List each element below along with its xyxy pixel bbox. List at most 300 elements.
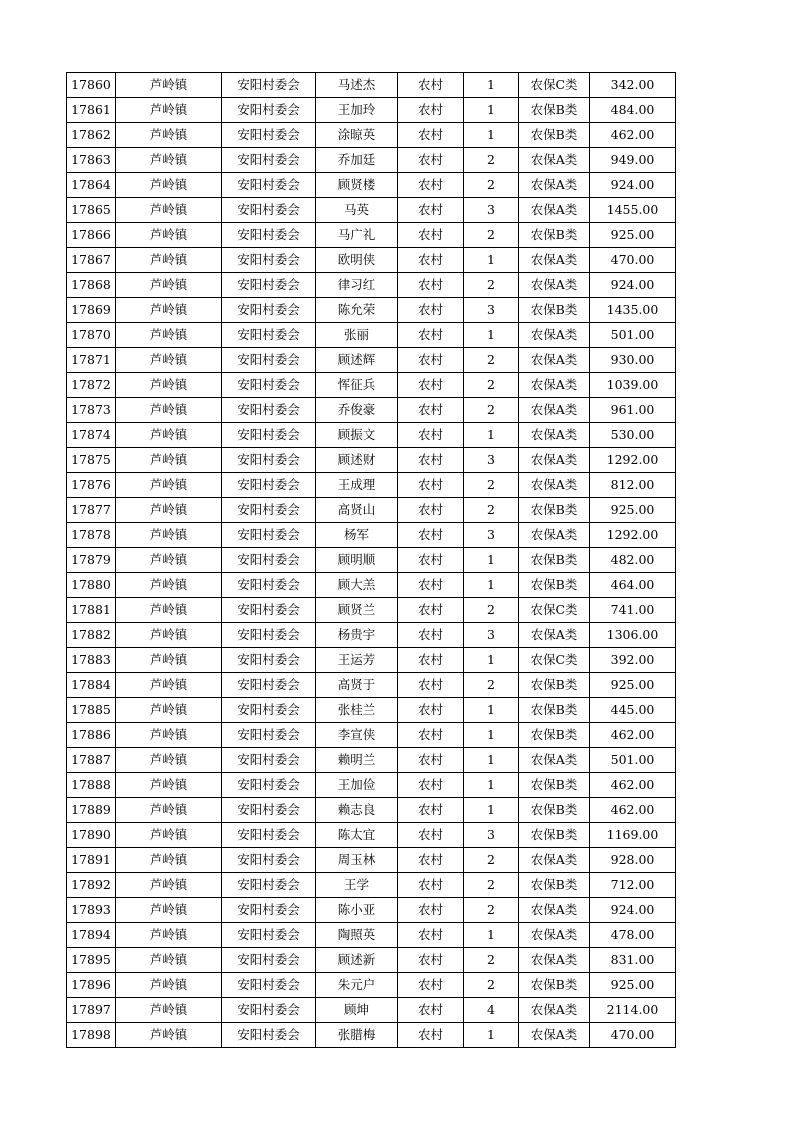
insurance-class-cell: 农保B类 xyxy=(519,498,590,523)
household-count-cell: 1 xyxy=(464,323,519,348)
amount-cell: 924.00 xyxy=(590,273,676,298)
town-cell: 芦岭镇 xyxy=(116,848,222,873)
household-count-cell: 2 xyxy=(464,398,519,423)
insurance-class-cell: 农保B类 xyxy=(519,773,590,798)
household-count-cell: 3 xyxy=(464,198,519,223)
household-count-cell: 3 xyxy=(464,523,519,548)
table-row xyxy=(67,648,676,673)
village-committee-cell: 安阳村委会 xyxy=(222,198,316,223)
table-body xyxy=(67,73,676,1048)
residence-type-cell: 农村 xyxy=(398,198,464,223)
village-committee-cell: 安阳村委会 xyxy=(222,623,316,648)
household-count-cell: 1 xyxy=(464,573,519,598)
village-committee-cell: 安阳村委会 xyxy=(222,98,316,123)
residence-type-cell: 农村 xyxy=(398,873,464,898)
record-id-cell: 17898 xyxy=(67,1023,116,1048)
table-row xyxy=(67,923,676,948)
village-committee-cell: 安阳村委会 xyxy=(222,673,316,698)
town-cell: 芦岭镇 xyxy=(116,898,222,923)
residence-type-cell: 农村 xyxy=(398,548,464,573)
record-id-cell: 17877 xyxy=(67,498,116,523)
person-name-cell: 顾述辉 xyxy=(316,348,398,373)
person-name-cell: 李宣侠 xyxy=(316,723,398,748)
town-cell: 芦岭镇 xyxy=(116,348,222,373)
household-count-cell: 2 xyxy=(464,373,519,398)
amount-cell: 925.00 xyxy=(590,498,676,523)
person-name-cell: 律习红 xyxy=(316,273,398,298)
insurance-class-cell: 农保A类 xyxy=(519,398,590,423)
town-cell: 芦岭镇 xyxy=(116,373,222,398)
record-id-cell: 17882 xyxy=(67,623,116,648)
person-name-cell: 陶照英 xyxy=(316,923,398,948)
insurance-class-cell: 农保C类 xyxy=(519,598,590,623)
household-count-cell: 1 xyxy=(464,548,519,573)
person-name-cell: 王成理 xyxy=(316,473,398,498)
insurance-class-cell: 农保A类 xyxy=(519,173,590,198)
person-name-cell: 顾贤楼 xyxy=(316,173,398,198)
town-cell: 芦岭镇 xyxy=(116,748,222,773)
insurance-class-cell: 农保B类 xyxy=(519,123,590,148)
record-id-cell: 17860 xyxy=(67,73,116,98)
record-id-cell: 17870 xyxy=(67,323,116,348)
town-cell: 芦岭镇 xyxy=(116,523,222,548)
allowance-table xyxy=(66,72,676,1048)
table-row xyxy=(67,723,676,748)
household-count-cell: 1 xyxy=(464,723,519,748)
amount-cell: 470.00 xyxy=(590,248,676,273)
household-count-cell: 2 xyxy=(464,223,519,248)
amount-cell: 712.00 xyxy=(590,873,676,898)
town-cell: 芦岭镇 xyxy=(116,198,222,223)
person-name-cell: 马述杰 xyxy=(316,73,398,98)
table-row xyxy=(67,473,676,498)
residence-type-cell: 农村 xyxy=(398,773,464,798)
person-name-cell: 乔加廷 xyxy=(316,148,398,173)
village-committee-cell: 安阳村委会 xyxy=(222,848,316,873)
table-row xyxy=(67,448,676,473)
insurance-class-cell: 农保A类 xyxy=(519,248,590,273)
residence-type-cell: 农村 xyxy=(398,498,464,523)
person-name-cell: 陈太宜 xyxy=(316,823,398,848)
town-cell: 芦岭镇 xyxy=(116,623,222,648)
village-committee-cell: 安阳村委会 xyxy=(222,423,316,448)
insurance-class-cell: 农保A类 xyxy=(519,848,590,873)
residence-type-cell: 农村 xyxy=(398,698,464,723)
village-committee-cell: 安阳村委会 xyxy=(222,948,316,973)
amount-cell: 1169.00 xyxy=(590,823,676,848)
town-cell: 芦岭镇 xyxy=(116,173,222,198)
person-name-cell: 高贤于 xyxy=(316,673,398,698)
residence-type-cell: 农村 xyxy=(398,973,464,998)
amount-cell: 2114.00 xyxy=(590,998,676,1023)
insurance-class-cell: 农保B类 xyxy=(519,223,590,248)
table-row xyxy=(67,173,676,198)
town-cell: 芦岭镇 xyxy=(116,98,222,123)
amount-cell: 392.00 xyxy=(590,648,676,673)
village-committee-cell: 安阳村委会 xyxy=(222,323,316,348)
person-name-cell: 朱元户 xyxy=(316,973,398,998)
amount-cell: 462.00 xyxy=(590,773,676,798)
village-committee-cell: 安阳村委会 xyxy=(222,548,316,573)
village-committee-cell: 安阳村委会 xyxy=(222,923,316,948)
village-committee-cell: 安阳村委会 xyxy=(222,498,316,523)
residence-type-cell: 农村 xyxy=(398,223,464,248)
residence-type-cell: 农村 xyxy=(398,73,464,98)
record-id-cell: 17869 xyxy=(67,298,116,323)
record-id-cell: 17866 xyxy=(67,223,116,248)
person-name-cell: 涂晾英 xyxy=(316,123,398,148)
residence-type-cell: 农村 xyxy=(398,748,464,773)
residence-type-cell: 农村 xyxy=(398,273,464,298)
household-count-cell: 1 xyxy=(464,923,519,948)
village-committee-cell: 安阳村委会 xyxy=(222,348,316,373)
insurance-class-cell: 农保B类 xyxy=(519,673,590,698)
town-cell: 芦岭镇 xyxy=(116,573,222,598)
record-id-cell: 17891 xyxy=(67,848,116,873)
insurance-class-cell: 农保A类 xyxy=(519,623,590,648)
person-name-cell: 陈小亚 xyxy=(316,898,398,923)
record-id-cell: 17880 xyxy=(67,573,116,598)
town-cell: 芦岭镇 xyxy=(116,323,222,348)
village-committee-cell: 安阳村委会 xyxy=(222,473,316,498)
record-id-cell: 17863 xyxy=(67,148,116,173)
insurance-class-cell: 农保A类 xyxy=(519,148,590,173)
town-cell: 芦岭镇 xyxy=(116,223,222,248)
insurance-class-cell: 农保A类 xyxy=(519,348,590,373)
amount-cell: 928.00 xyxy=(590,848,676,873)
table-row xyxy=(67,248,676,273)
amount-cell: 1435.00 xyxy=(590,298,676,323)
village-committee-cell: 安阳村委会 xyxy=(222,223,316,248)
record-id-cell: 17868 xyxy=(67,273,116,298)
town-cell: 芦岭镇 xyxy=(116,698,222,723)
table-row xyxy=(67,548,676,573)
village-committee-cell: 安阳村委会 xyxy=(222,373,316,398)
person-name-cell: 马英 xyxy=(316,198,398,223)
household-count-cell: 2 xyxy=(464,948,519,973)
residence-type-cell: 农村 xyxy=(398,598,464,623)
amount-cell: 501.00 xyxy=(590,323,676,348)
amount-cell: 470.00 xyxy=(590,1023,676,1048)
table-row xyxy=(67,823,676,848)
residence-type-cell: 农村 xyxy=(398,298,464,323)
table-row xyxy=(67,873,676,898)
record-id-cell: 17895 xyxy=(67,948,116,973)
record-id-cell: 17873 xyxy=(67,398,116,423)
amount-cell: 464.00 xyxy=(590,573,676,598)
insurance-class-cell: 农保A类 xyxy=(519,323,590,348)
village-committee-cell: 安阳村委会 xyxy=(222,73,316,98)
person-name-cell: 王学 xyxy=(316,873,398,898)
residence-type-cell: 农村 xyxy=(398,98,464,123)
insurance-class-cell: 农保A类 xyxy=(519,748,590,773)
amount-cell: 1039.00 xyxy=(590,373,676,398)
table-row xyxy=(67,73,676,98)
amount-cell: 445.00 xyxy=(590,698,676,723)
table-row xyxy=(67,198,676,223)
town-cell: 芦岭镇 xyxy=(116,398,222,423)
table-row xyxy=(67,698,676,723)
residence-type-cell: 农村 xyxy=(398,923,464,948)
amount-cell: 741.00 xyxy=(590,598,676,623)
person-name-cell: 恽征兵 xyxy=(316,373,398,398)
person-name-cell: 马广礼 xyxy=(316,223,398,248)
village-committee-cell: 安阳村委会 xyxy=(222,723,316,748)
record-id-cell: 17875 xyxy=(67,448,116,473)
household-count-cell: 2 xyxy=(464,898,519,923)
record-id-cell: 17890 xyxy=(67,823,116,848)
person-name-cell: 王加俭 xyxy=(316,773,398,798)
household-count-cell: 3 xyxy=(464,823,519,848)
insurance-class-cell: 农保C类 xyxy=(519,73,590,98)
insurance-class-cell: 农保B类 xyxy=(519,823,590,848)
residence-type-cell: 农村 xyxy=(398,823,464,848)
table-row xyxy=(67,98,676,123)
record-id-cell: 17883 xyxy=(67,648,116,673)
amount-cell: 925.00 xyxy=(590,673,676,698)
insurance-class-cell: 农保A类 xyxy=(519,473,590,498)
insurance-class-cell: 农保B类 xyxy=(519,298,590,323)
amount-cell: 462.00 xyxy=(590,723,676,748)
amount-cell: 478.00 xyxy=(590,923,676,948)
village-committee-cell: 安阳村委会 xyxy=(222,773,316,798)
village-committee-cell: 安阳村委会 xyxy=(222,998,316,1023)
residence-type-cell: 农村 xyxy=(398,998,464,1023)
household-count-cell: 2 xyxy=(464,598,519,623)
household-count-cell: 1 xyxy=(464,98,519,123)
person-name-cell: 赖志良 xyxy=(316,798,398,823)
record-id-cell: 17862 xyxy=(67,123,116,148)
record-id-cell: 17887 xyxy=(67,748,116,773)
village-committee-cell: 安阳村委会 xyxy=(222,523,316,548)
household-count-cell: 1 xyxy=(464,248,519,273)
village-committee-cell: 安阳村委会 xyxy=(222,173,316,198)
person-name-cell: 张腊梅 xyxy=(316,1023,398,1048)
person-name-cell: 张桂兰 xyxy=(316,698,398,723)
town-cell: 芦岭镇 xyxy=(116,673,222,698)
amount-cell: 462.00 xyxy=(590,798,676,823)
household-count-cell: 2 xyxy=(464,848,519,873)
record-id-cell: 17865 xyxy=(67,198,116,223)
record-id-cell: 17881 xyxy=(67,598,116,623)
village-committee-cell: 安阳村委会 xyxy=(222,823,316,848)
town-cell: 芦岭镇 xyxy=(116,798,222,823)
table-row xyxy=(67,373,676,398)
insurance-class-cell: 农保A类 xyxy=(519,898,590,923)
table-row xyxy=(67,848,676,873)
household-count-cell: 2 xyxy=(464,173,519,198)
person-name-cell: 高贤山 xyxy=(316,498,398,523)
table-row xyxy=(67,973,676,998)
town-cell: 芦岭镇 xyxy=(116,1023,222,1048)
household-count-cell: 2 xyxy=(464,148,519,173)
amount-cell: 1306.00 xyxy=(590,623,676,648)
record-id-cell: 17892 xyxy=(67,873,116,898)
household-count-cell: 3 xyxy=(464,448,519,473)
amount-cell: 949.00 xyxy=(590,148,676,173)
residence-type-cell: 农村 xyxy=(398,523,464,548)
person-name-cell: 顾大羔 xyxy=(316,573,398,598)
town-cell: 芦岭镇 xyxy=(116,773,222,798)
village-committee-cell: 安阳村委会 xyxy=(222,398,316,423)
household-count-cell: 4 xyxy=(464,998,519,1023)
table-row xyxy=(67,348,676,373)
person-name-cell: 王加玲 xyxy=(316,98,398,123)
amount-cell: 482.00 xyxy=(590,548,676,573)
person-name-cell: 张丽 xyxy=(316,323,398,348)
table-row xyxy=(67,148,676,173)
insurance-class-cell: 农保B类 xyxy=(519,98,590,123)
insurance-class-cell: 农保A类 xyxy=(519,523,590,548)
insurance-class-cell: 农保A类 xyxy=(519,373,590,398)
table-row xyxy=(67,498,676,523)
town-cell: 芦岭镇 xyxy=(116,948,222,973)
town-cell: 芦岭镇 xyxy=(116,73,222,98)
insurance-class-cell: 农保A类 xyxy=(519,448,590,473)
record-id-cell: 17867 xyxy=(67,248,116,273)
town-cell: 芦岭镇 xyxy=(116,123,222,148)
record-id-cell: 17864 xyxy=(67,173,116,198)
person-name-cell: 顾坤 xyxy=(316,998,398,1023)
person-name-cell: 王运芳 xyxy=(316,648,398,673)
record-id-cell: 17861 xyxy=(67,98,116,123)
residence-type-cell: 农村 xyxy=(398,348,464,373)
insurance-class-cell: 农保B类 xyxy=(519,698,590,723)
household-count-cell: 1 xyxy=(464,773,519,798)
table-row xyxy=(67,423,676,448)
insurance-class-cell: 农保B类 xyxy=(519,873,590,898)
town-cell: 芦岭镇 xyxy=(116,598,222,623)
amount-cell: 925.00 xyxy=(590,223,676,248)
table-row xyxy=(67,998,676,1023)
residence-type-cell: 农村 xyxy=(398,473,464,498)
town-cell: 芦岭镇 xyxy=(116,498,222,523)
residence-type-cell: 农村 xyxy=(398,673,464,698)
insurance-class-cell: 农保A类 xyxy=(519,998,590,1023)
town-cell: 芦岭镇 xyxy=(116,998,222,1023)
insurance-class-cell: 农保A类 xyxy=(519,423,590,448)
residence-type-cell: 农村 xyxy=(398,1023,464,1048)
residence-type-cell: 农村 xyxy=(398,248,464,273)
household-count-cell: 1 xyxy=(464,648,519,673)
table-row xyxy=(67,273,676,298)
insurance-class-cell: 农保A类 xyxy=(519,273,590,298)
table-row xyxy=(67,223,676,248)
person-name-cell: 顾述新 xyxy=(316,948,398,973)
village-committee-cell: 安阳村委会 xyxy=(222,798,316,823)
table-row xyxy=(67,748,676,773)
village-committee-cell: 安阳村委会 xyxy=(222,973,316,998)
town-cell: 芦岭镇 xyxy=(116,423,222,448)
record-id-cell: 17876 xyxy=(67,473,116,498)
amount-cell: 1455.00 xyxy=(590,198,676,223)
village-committee-cell: 安阳村委会 xyxy=(222,698,316,723)
household-count-cell: 1 xyxy=(464,748,519,773)
residence-type-cell: 农村 xyxy=(398,948,464,973)
household-count-cell: 3 xyxy=(464,298,519,323)
record-id-cell: 17896 xyxy=(67,973,116,998)
village-committee-cell: 安阳村委会 xyxy=(222,898,316,923)
table-row xyxy=(67,398,676,423)
village-committee-cell: 安阳村委会 xyxy=(222,648,316,673)
table-row xyxy=(67,523,676,548)
person-name-cell: 顾振文 xyxy=(316,423,398,448)
village-committee-cell: 安阳村委会 xyxy=(222,273,316,298)
record-id-cell: 17894 xyxy=(67,923,116,948)
table-row xyxy=(67,898,676,923)
insurance-class-cell: 农保A类 xyxy=(519,1023,590,1048)
person-name-cell: 赖明兰 xyxy=(316,748,398,773)
record-id-cell: 17871 xyxy=(67,348,116,373)
person-name-cell: 乔俊豪 xyxy=(316,398,398,423)
household-count-cell: 3 xyxy=(464,623,519,648)
residence-type-cell: 农村 xyxy=(398,398,464,423)
record-id-cell: 17885 xyxy=(67,698,116,723)
insurance-class-cell: 农保B类 xyxy=(519,798,590,823)
household-count-cell: 2 xyxy=(464,673,519,698)
table-row xyxy=(67,798,676,823)
amount-cell: 462.00 xyxy=(590,123,676,148)
town-cell: 芦岭镇 xyxy=(116,648,222,673)
household-count-cell: 1 xyxy=(464,123,519,148)
household-count-cell: 2 xyxy=(464,473,519,498)
insurance-class-cell: 农保C类 xyxy=(519,648,590,673)
person-name-cell: 杨军 xyxy=(316,523,398,548)
household-count-cell: 2 xyxy=(464,348,519,373)
amount-cell: 961.00 xyxy=(590,398,676,423)
town-cell: 芦岭镇 xyxy=(116,448,222,473)
person-name-cell: 顾贤兰 xyxy=(316,598,398,623)
record-id-cell: 17889 xyxy=(67,798,116,823)
table-row xyxy=(67,298,676,323)
village-committee-cell: 安阳村委会 xyxy=(222,123,316,148)
residence-type-cell: 农村 xyxy=(398,648,464,673)
residence-type-cell: 农村 xyxy=(398,848,464,873)
insurance-class-cell: 农保B类 xyxy=(519,548,590,573)
insurance-class-cell: 农保A类 xyxy=(519,923,590,948)
record-id-cell: 17884 xyxy=(67,673,116,698)
amount-cell: 1292.00 xyxy=(590,448,676,473)
household-count-cell: 2 xyxy=(464,873,519,898)
record-id-cell: 17893 xyxy=(67,898,116,923)
record-id-cell: 17874 xyxy=(67,423,116,448)
household-count-cell: 2 xyxy=(464,273,519,298)
village-committee-cell: 安阳村委会 xyxy=(222,248,316,273)
household-count-cell: 2 xyxy=(464,973,519,998)
insurance-class-cell: 农保A类 xyxy=(519,198,590,223)
amount-cell: 930.00 xyxy=(590,348,676,373)
residence-type-cell: 农村 xyxy=(398,123,464,148)
residence-type-cell: 农村 xyxy=(398,623,464,648)
household-count-cell: 1 xyxy=(464,1023,519,1048)
residence-type-cell: 农村 xyxy=(398,723,464,748)
residence-type-cell: 农村 xyxy=(398,898,464,923)
village-committee-cell: 安阳村委会 xyxy=(222,598,316,623)
residence-type-cell: 农村 xyxy=(398,173,464,198)
table-row xyxy=(67,673,676,698)
village-committee-cell: 安阳村委会 xyxy=(222,1023,316,1048)
record-id-cell: 17878 xyxy=(67,523,116,548)
town-cell: 芦岭镇 xyxy=(116,473,222,498)
insurance-class-cell: 农保B类 xyxy=(519,723,590,748)
table-row xyxy=(67,623,676,648)
record-id-cell: 17872 xyxy=(67,373,116,398)
person-name-cell: 杨贵宇 xyxy=(316,623,398,648)
residence-type-cell: 农村 xyxy=(398,373,464,398)
table-row xyxy=(67,323,676,348)
town-cell: 芦岭镇 xyxy=(116,923,222,948)
amount-cell: 484.00 xyxy=(590,98,676,123)
